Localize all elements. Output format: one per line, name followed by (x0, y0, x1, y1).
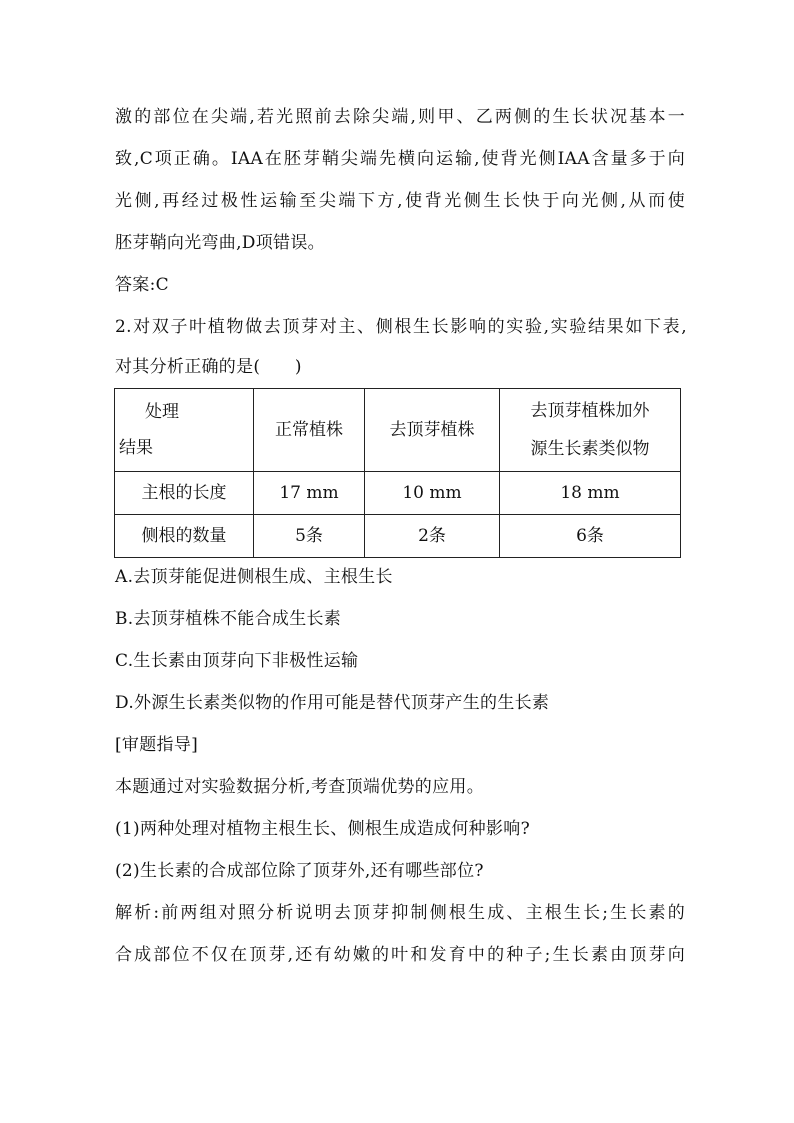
guide-question: (2)生长素的合成部位除了顶芽外,还有哪些部位? (115, 861, 484, 881)
paragraph-line: 光侧,再经过极性运输至尖端下方,使背光侧生长快于向光侧,从而使 (115, 191, 685, 211)
row-label: 主根的长度 (115, 472, 254, 515)
results-table (114, 388, 681, 558)
table-row (115, 472, 681, 515)
corner-top-label: 处理 (145, 402, 179, 422)
paragraph-line: 激的部位在尖端,若光照前去除尖端,则甲、乙两侧的生长状况基本一 (115, 107, 685, 127)
table-header-cell: 正常植株 (254, 389, 365, 472)
question-line: 2.对双子叶植物做去顶芽对主、侧根生长影响的实验,实验结果如下表, (115, 317, 687, 337)
option-d: D.外源生长素类似物的作用可能是替代顶芽产生的生长素 (115, 693, 550, 713)
table-corner-cell (115, 389, 254, 472)
table-cell: 5条 (254, 515, 365, 558)
table-cell: 18 mm (500, 472, 681, 515)
guide-intro: 本题通过对实验数据分析,考查顶端优势的应用。 (115, 777, 485, 797)
table-header-row (115, 389, 681, 472)
guide-title: [审题指导] (115, 735, 199, 755)
table-cell: 17 mm (254, 472, 365, 515)
option-c: C.生长素由顶芽向下非极性运输 (115, 651, 359, 671)
table-header-cell (500, 389, 681, 472)
question-line: 对其分析正确的是( ) (115, 357, 302, 377)
table-row (115, 515, 681, 558)
answer-line: 答案:C (115, 275, 169, 295)
paragraph-line: 胚芽鞘向光弯曲,D项错误。 (115, 233, 325, 253)
guide-question: (1)两种处理对植物主根生长、侧根生成造成何种影响? (115, 819, 530, 839)
analysis-line: 合成部位不仅在顶芽,还有幼嫩的叶和发育中的种子;生长素由顶芽向 (115, 945, 685, 965)
header-line: 去顶芽植株加外 (530, 401, 650, 421)
corner-bottom-label: 结果 (119, 438, 153, 458)
table-header-cell: 去顶芽植株 (365, 389, 500, 472)
analysis-line: 解析:前两组对照分析说明去顶芽抑制侧根生成、主根生长;生长素的 (115, 903, 685, 923)
row-label: 侧根的数量 (115, 515, 254, 558)
option-a: A.去顶芽能促进侧根生成、主根生长 (115, 567, 393, 587)
table-cell: 6条 (500, 515, 681, 558)
table-cell: 10 mm (365, 472, 500, 515)
header-line: 源生长素类似物 (530, 439, 650, 459)
paragraph-line: 致,C项正确。IAA在胚芽鞘尖端先横向运输,使背光侧IAA含量多于向 (115, 149, 685, 169)
option-b: B.去顶芽植株不能合成生长素 (115, 609, 342, 629)
table-cell: 2条 (365, 515, 500, 558)
